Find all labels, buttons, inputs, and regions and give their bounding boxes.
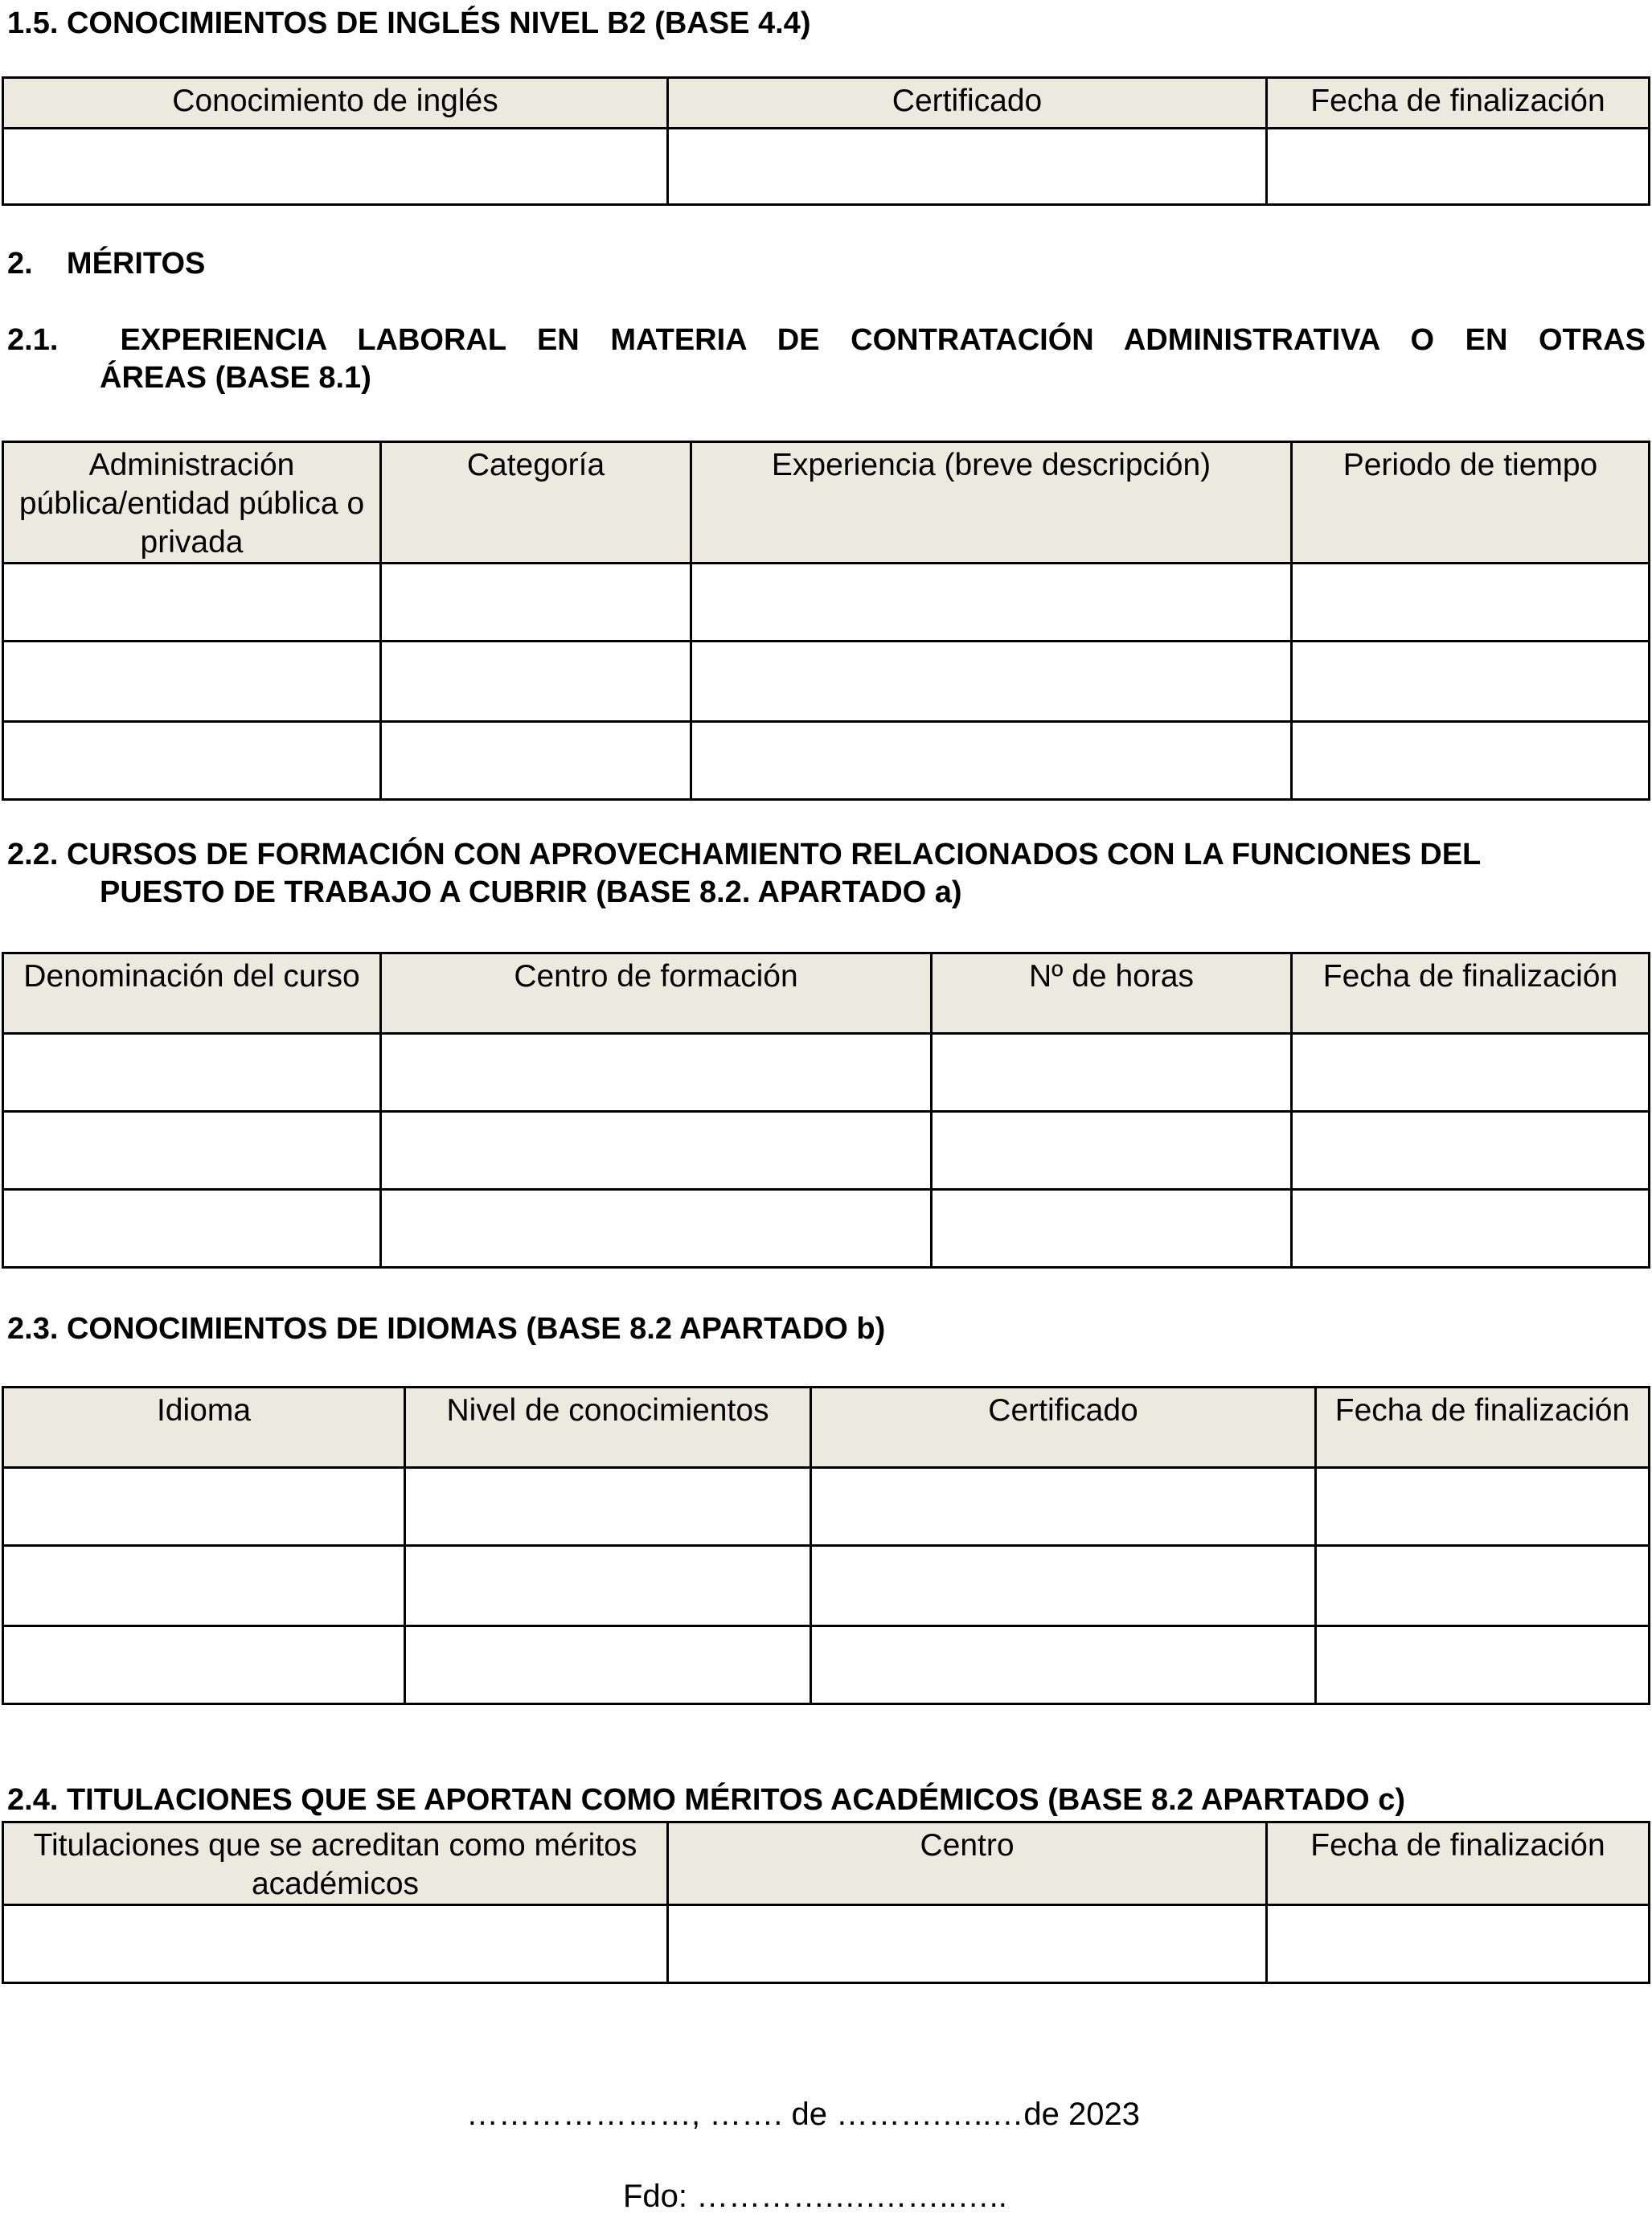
table-row xyxy=(3,1626,1650,1704)
table-cell[interactable] xyxy=(668,129,1267,205)
column-header: Centro xyxy=(668,1822,1267,1905)
section-1-5-title: 1.5. CONOCIMIENTOS DE INGLÉS NIVEL B2 (BASE 4.4) xyxy=(7,6,811,40)
table-cell[interactable] xyxy=(405,1468,811,1546)
table-cell[interactable] xyxy=(932,1112,1292,1190)
table-cell[interactable] xyxy=(3,722,381,800)
table-cell[interactable] xyxy=(1292,722,1650,800)
table-row xyxy=(3,564,1650,642)
work-experience-table xyxy=(2,441,1650,801)
table-cell[interactable] xyxy=(932,1034,1292,1112)
table-cell[interactable] xyxy=(381,642,691,722)
column-header: Fecha de finalización xyxy=(1292,953,1650,1034)
table-row xyxy=(3,1905,1650,1983)
table-cell[interactable] xyxy=(3,129,668,205)
table-cell[interactable] xyxy=(811,1468,1316,1546)
table-cell[interactable] xyxy=(691,564,1292,642)
table-cell[interactable] xyxy=(1316,1546,1650,1626)
table-cell[interactable] xyxy=(691,642,1292,722)
table-cell[interactable] xyxy=(932,1190,1292,1268)
table-cell[interactable] xyxy=(1292,642,1650,722)
table-cell[interactable] xyxy=(3,1905,668,1983)
section-2-2-title: 2.2. CURSOS DE FORMACIÓN CON APROVECHAMIENTO RELACIONADOS CON LA FUNCIONES DEL PUESTO DE TRABAJO A CUBRIR (BASE 8.2. APARTADO a) xyxy=(7,838,1482,909)
table-cell[interactable] xyxy=(381,1190,932,1268)
table-row xyxy=(3,1190,1650,1268)
table-row xyxy=(3,722,1650,800)
table-cell[interactable] xyxy=(1292,1034,1650,1112)
table-cell[interactable] xyxy=(3,1626,405,1704)
table-row xyxy=(3,1034,1650,1112)
table-cell[interactable] xyxy=(1316,1626,1650,1704)
table-cell[interactable] xyxy=(3,1190,381,1268)
column-header: Denominación del curso xyxy=(3,953,381,1034)
languages-table xyxy=(2,1386,1650,1705)
table-cell[interactable] xyxy=(3,1034,381,1112)
column-header: Centro de formación xyxy=(381,953,932,1034)
table-cell[interactable] xyxy=(668,1905,1267,1983)
column-header: Conocimiento de inglés xyxy=(3,78,668,129)
table-cell[interactable] xyxy=(3,564,381,642)
table-row xyxy=(3,1468,1650,1546)
academic-merits-table xyxy=(2,1821,1650,1984)
table-cell[interactable] xyxy=(811,1626,1316,1704)
column-header: Nivel de conocimientos xyxy=(405,1388,811,1468)
date-place-line: …………………, ……. de ……….…..…de 2023 xyxy=(466,2097,1140,2132)
section-2-4-title: 2.4. TITULACIONES QUE SE APORTAN COMO MÉRITOS ACADÉMICOS (BASE 8.2 APARTADO c) xyxy=(7,1783,1406,1817)
table-row xyxy=(3,1546,1650,1626)
table-row xyxy=(3,1112,1650,1190)
table-row xyxy=(3,642,1650,722)
table-cell[interactable] xyxy=(1292,1190,1650,1268)
table-cell[interactable] xyxy=(3,1112,381,1190)
table-cell[interactable] xyxy=(3,1468,405,1546)
table-cell[interactable] xyxy=(405,1626,811,1704)
column-header: Fecha de finalización xyxy=(1267,78,1650,129)
section-2-1-title: 2.1. EXPERIENCIA LABORAL EN MATERIA DE CONTRATACIÓN ADMINISTRATIVA O EN OTRAS ÁREAS (BASE 8.1) xyxy=(7,323,1646,395)
table-cell[interactable] xyxy=(3,642,381,722)
table-cell[interactable] xyxy=(3,1546,405,1626)
table-cell[interactable] xyxy=(381,722,691,800)
table-cell[interactable] xyxy=(381,1034,932,1112)
table-cell[interactable] xyxy=(381,564,691,642)
table-cell[interactable] xyxy=(381,1112,932,1190)
column-header: Titulaciones que se acreditan como méritos académicos xyxy=(3,1822,668,1905)
table-cell[interactable] xyxy=(1267,129,1650,205)
table-row xyxy=(3,129,1650,205)
column-header: Fecha de finalización xyxy=(1267,1822,1650,1905)
training-courses-table xyxy=(2,952,1650,1269)
section-2-title: 2. MÉRITOS xyxy=(7,247,206,281)
column-header: Experiencia (breve descripción) xyxy=(691,442,1292,564)
table-cell[interactable] xyxy=(405,1546,811,1626)
column-header: Certificado xyxy=(811,1388,1316,1468)
column-header: Certificado xyxy=(668,78,1267,129)
table-cell[interactable] xyxy=(1316,1468,1650,1546)
column-header: Administración pública/entidad pública o privada xyxy=(3,442,381,564)
column-header: Fecha de finalización xyxy=(1316,1388,1650,1468)
table-cell[interactable] xyxy=(811,1546,1316,1626)
column-header: Categoría xyxy=(381,442,691,564)
table-cell[interactable] xyxy=(691,722,1292,800)
signature-line: Fdo: ………….….……..….. xyxy=(623,2179,1007,2214)
table-cell[interactable] xyxy=(1292,1112,1650,1190)
english-knowledge-table xyxy=(2,76,1650,206)
column-header: Nº de horas xyxy=(932,953,1292,1034)
column-header: Periodo de tiempo xyxy=(1292,442,1650,564)
table-cell[interactable] xyxy=(1292,564,1650,642)
section-2-3-title: 2.3. CONOCIMIENTOS DE IDIOMAS (BASE 8.2 APARTADO b) xyxy=(7,1312,886,1346)
table-cell[interactable] xyxy=(1267,1905,1650,1983)
column-header: Idioma xyxy=(3,1388,405,1468)
